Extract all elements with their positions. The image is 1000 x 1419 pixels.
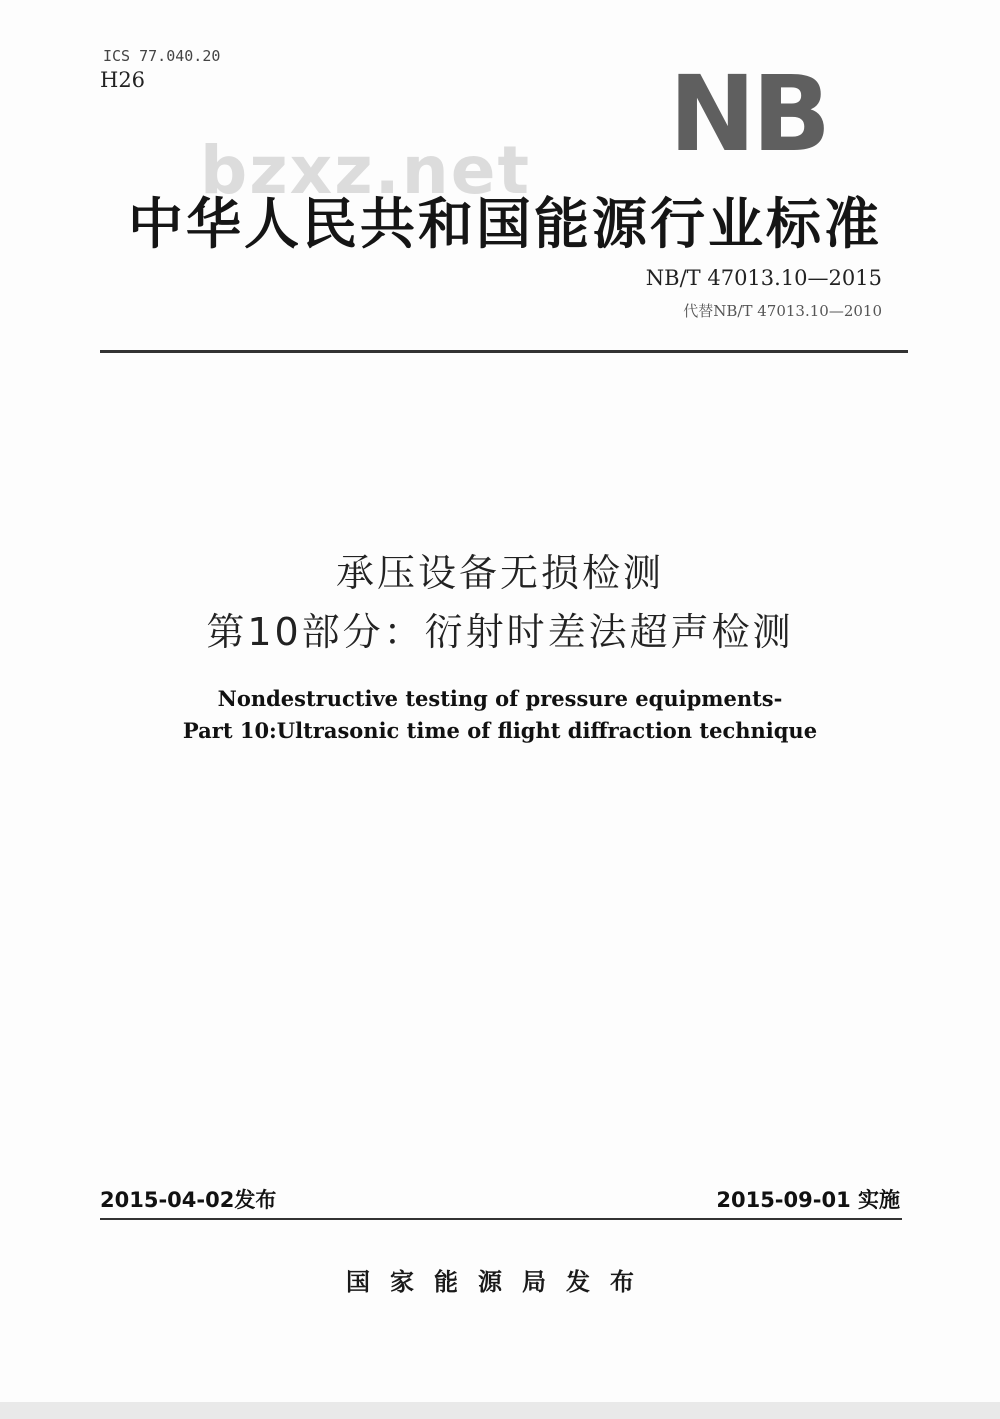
standard-type-title: 中华人民共和国能源行业标准: [127, 192, 882, 256]
document-title-en-line1: Nondestructive testing of pressure equipments-: [217, 686, 783, 711]
issuing-authority: 国家能源局发布: [346, 1268, 654, 1296]
bottom-divider: [100, 1218, 902, 1220]
document-title-cn-line2: 第10部分：衍射时差法超声检测: [206, 610, 794, 654]
replaces-standard: 代替NB/T 47013.10—2010: [683, 302, 882, 320]
ccs-code: H26: [100, 68, 146, 92]
publish-date: 2015-04-02发布: [100, 1188, 277, 1212]
watermark: bzxz.net: [200, 132, 532, 209]
document-title-cn-line1: 承压设备无损检测: [335, 551, 664, 595]
effective-date: 2015-09-01 实施: [716, 1188, 900, 1212]
nb-logo: NB: [668, 68, 828, 160]
document-title-en-line2: Part 10:Ultrasonic time of flight diffraction technique: [182, 718, 818, 743]
top-divider: [100, 350, 908, 353]
page-bottom-band: [0, 1402, 1000, 1419]
standard-number: NB/T 47013.10—2015: [645, 266, 882, 290]
ics-code: ICS 77.040.20: [103, 47, 221, 65]
